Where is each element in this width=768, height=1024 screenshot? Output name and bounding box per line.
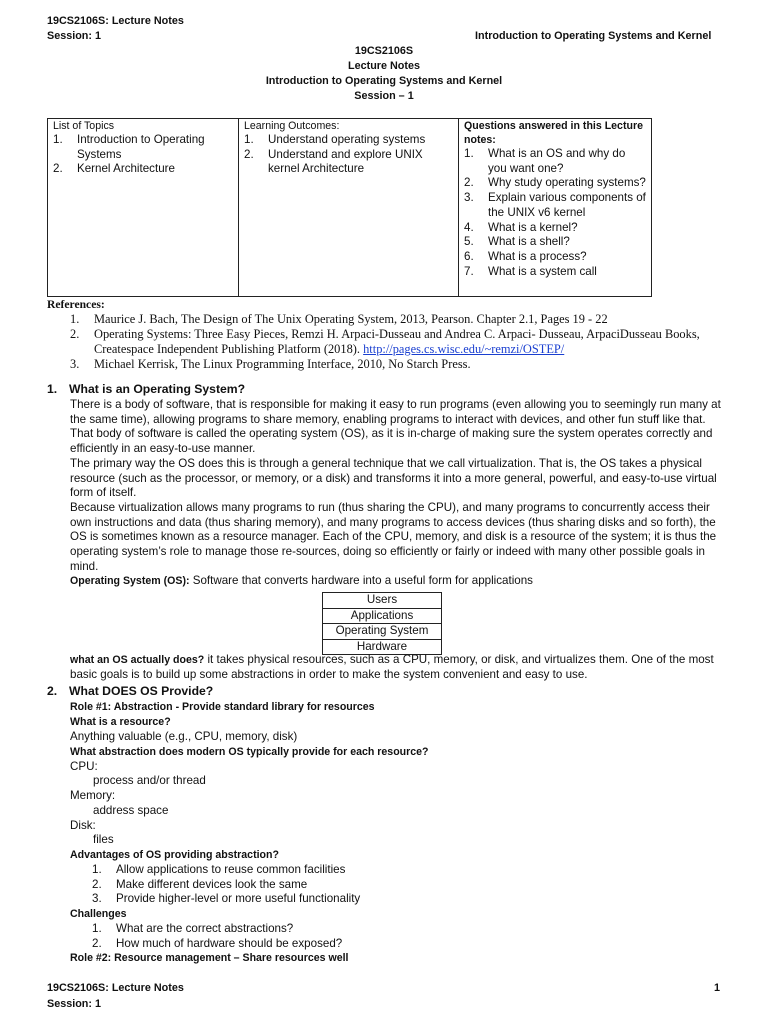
title-main: Introduction to Operating Systems and Kernel [265, 75, 503, 87]
outcome-item: 2. Understand and explore UNIX kernel Architecture [244, 147, 423, 176]
challenge-item: 1. What are the correct abstractions? [92, 922, 294, 936]
question-item: 1. What is an OS and why do you want one? [464, 147, 626, 175]
paragraph: There is a body of software, that is responsible for making it easy to run programs (even allowing you to seemingly run many at the same time), allowing programs to share memory, enabling programs to interact with devices, and other fun stuff like that. That body of software is called the operating system (OS), as it is in-charge of making sure the system operates correctly and efficiently in an easy-to-use manner. [70, 398, 721, 456]
questions-column [459, 119, 652, 297]
header-topic: Introduction to Operating Systems and Kernel [475, 30, 712, 42]
question-item: 2. Why study operating systems? [464, 176, 646, 190]
disk-label: Disk: [70, 818, 96, 832]
topics-table [47, 118, 652, 297]
title-session: Session – 1 [354, 90, 414, 102]
layer-users: Users [323, 593, 442, 609]
reference-item: 1. Maurice J. Bach, The Design of The Unix Operating System, 2013, Pearson. Chapter 2.1, Pages 19 - 22 [70, 312, 608, 326]
question-item: 7. What is a system call [464, 264, 597, 278]
title-kind: Lecture Notes [348, 60, 420, 72]
header-course-notes: 19CS2106S: Lecture Notes [47, 15, 184, 27]
challenge-item: 2. How much of hardware should be exposed? [92, 936, 343, 950]
os-does-paragraph: what an OS actually does? it takes physical resources, such as a CPU, memory, or disk, and virtualizes them. One of the most basic goals is to build up some abstractions in order to make the system convenient and easy to use. [70, 653, 714, 681]
section-1-body [70, 398, 726, 589]
role-1: Role #1: Abstraction - Provide standard library for resources [70, 701, 375, 713]
cpu-value: process and/or thread [93, 774, 206, 788]
title-code: 19CS2106S [354, 45, 414, 57]
reference-item: 2. Operating Systems: Three Easy Pieces, Remzi H. Arpaci-Dusseau and Andrea C. Arpaci- Dusseau, ArpaciDusseau Books, Createspace Independent Publishing Platform (2018). http://pages.cs.wisc.edu/~remzi/OSTEP/ [70, 327, 700, 356]
os-layer-diagram [322, 592, 442, 655]
layer-operating-system: Operating System [323, 624, 442, 640]
a-resource: Anything valuable (e.g., CPU, memory, disk) [70, 730, 298, 743]
question-item: 5. What is a shell? [464, 235, 570, 249]
layer-applications: Applications [323, 608, 442, 624]
q-resource: What is a resource? [70, 716, 171, 728]
references-heading: References: [47, 298, 105, 311]
reference-item: 3. Michael Kerrisk, The Linux Programming Interface, 2010, No Starch Press. [70, 357, 471, 371]
layer-hardware: Hardware [323, 639, 442, 655]
memory-label: Memory: [70, 789, 116, 803]
os-definition: Operating System (OS): Software that converts hardware into a useful form for applications [70, 574, 533, 588]
paragraph: The primary way the OS does this is through a general technique that we call virtualization. That is, the OS takes a physical resource (such as the processor, or memory, or a disk) and transforms it into a more general, powerful, and easy-to-use virtual form of itself. [70, 456, 717, 500]
question-item: 6. What is a process? [464, 249, 587, 263]
footer-page-number: 1 [714, 982, 721, 994]
topics-column [48, 119, 239, 297]
advantage-item: 2. Make different devices look the same [92, 877, 308, 891]
paragraph: Because virtualization allows many programs to run (thus sharing the CPU), and many programs to concurrently access their own instructions and data (thus sharing memory), and many programs to access devices (thus sharing disks and so forth), the OS is sometimes known as a resource manager. Each of the CPU, memory, and disk is a resource of the system; it is thus the operating system’s role to manage those re-sources, doing so efficiently or fairly or indeed with many other possible goals in mind. [70, 500, 717, 573]
role-2: Role #2: Resource management – Share resources well [70, 952, 349, 965]
advantages-heading: Advantages of OS providing abstraction? [70, 848, 279, 861]
q-abstraction: What abstraction does modern OS typically provide for each resource? [70, 745, 429, 758]
topics-heading: List of Topics [53, 120, 115, 132]
outcomes-column [239, 119, 459, 297]
topic-item: 2. Kernel Architecture [53, 162, 175, 176]
questions-heading: Questions answered in this Lecture notes: [464, 120, 643, 146]
ostep-link[interactable]: http://pages.cs.wisc.edu/~remzi/OSTEP/ [363, 342, 565, 356]
topic-item: 1. Introduction to Operating Systems [53, 133, 205, 161]
question-item: 4. What is a kernel? [464, 220, 578, 234]
header-session: Session: 1 [47, 30, 102, 42]
challenges-heading: Challenges [70, 908, 127, 921]
advantage-item: 1. Allow applications to reuse common facilities [92, 862, 346, 876]
memory-value: address space [93, 803, 169, 817]
question-item: 3. Explain various components of the UNIX v6 kernel [464, 191, 646, 219]
section-2-heading: 2. What DOES OS Provide? [47, 684, 214, 698]
section-1-heading: 1. What is an Operating System? [47, 382, 246, 396]
advantage-item: 3. Provide higher-level or more useful functionality [92, 892, 361, 906]
disk-value: files [93, 833, 114, 847]
outcome-item: 1. Understand operating systems [244, 133, 426, 146]
footer-course-notes: 19CS2106S: Lecture Notes [47, 982, 184, 994]
section-2-body [70, 700, 726, 966]
footer-session: Session: 1 [47, 998, 102, 1010]
references [47, 297, 747, 372]
cpu-label: CPU: [70, 759, 98, 773]
outcomes-heading: Learning Outcomes: [244, 120, 340, 132]
